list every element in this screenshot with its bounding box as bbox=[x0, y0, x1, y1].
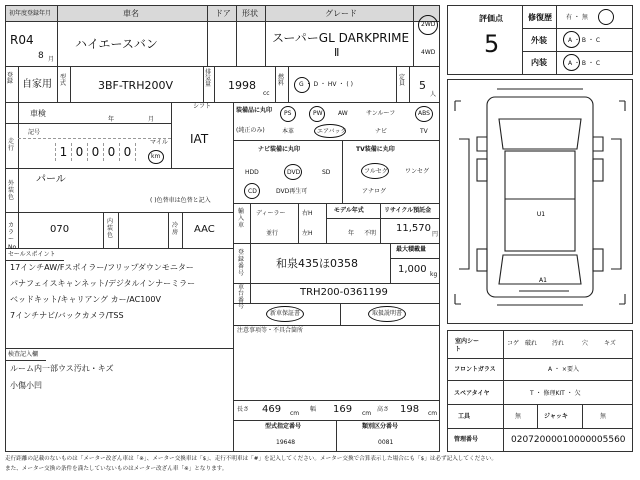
import-left: 左H bbox=[302, 230, 313, 237]
footer-line-2: また、メーター交換の条件を満たしていないものはメーター改ざん車「※」となります。 bbox=[5, 466, 228, 472]
mileage-digit-3: 0 bbox=[72, 143, 88, 161]
spare-label: スペアタイヤ bbox=[454, 390, 490, 397]
shift-label: シフト bbox=[193, 103, 212, 110]
spare-options: T ・ 修理KIT ・ 欠 bbox=[530, 390, 581, 397]
inspector-label: 検査記入欄 bbox=[8, 351, 39, 358]
digits-label: 記号 bbox=[28, 129, 41, 136]
max-load-value: 1,000 bbox=[398, 264, 427, 275]
seat-label: 室内シート bbox=[455, 338, 480, 353]
manual: 取扱説明書 bbox=[372, 310, 403, 317]
equip-leather: 本革 bbox=[282, 128, 295, 135]
equip-navi: ナビ bbox=[375, 128, 388, 135]
model-label: 型式 bbox=[60, 74, 67, 87]
selling-point-1: 17インチAW/Fスポイラー/フリップダウンモニター bbox=[10, 263, 194, 272]
inspection-month-unit: 月 bbox=[148, 116, 155, 123]
import-label: 輸入車 bbox=[238, 208, 245, 230]
mgmt-value: 02072000010000005560 bbox=[511, 435, 626, 445]
model-year-label: モデル年式 bbox=[334, 207, 364, 214]
height-label: 高さ bbox=[377, 406, 390, 413]
model-year-unit: 年 bbox=[348, 230, 355, 237]
glass-options: A ・ ×要入 bbox=[548, 366, 579, 373]
exterior-color-note: ( )色替車は色替と記入 bbox=[150, 197, 211, 204]
tv-fullseg: フルセグ bbox=[364, 168, 388, 175]
height-value: 198 bbox=[400, 404, 420, 415]
plate-value: 和泉435ほ0358 bbox=[276, 257, 358, 270]
category-no-value: 0081 bbox=[378, 439, 394, 446]
width-value: 169 bbox=[333, 404, 353, 415]
seat-tear: 破れ bbox=[525, 340, 538, 347]
navi-cd: CD bbox=[248, 188, 257, 195]
tool-label: 工具 bbox=[458, 413, 471, 420]
reg-year-value: R04 bbox=[10, 33, 34, 47]
mile-label: マイル bbox=[150, 139, 168, 146]
interior-grade-label: 内装 bbox=[531, 58, 547, 67]
score-value: 5 bbox=[484, 30, 500, 58]
inspection-label: 車検 bbox=[30, 109, 46, 118]
mgmt-label: 管理番号 bbox=[454, 436, 479, 443]
km-label: km bbox=[151, 153, 161, 160]
ac-value: AAC bbox=[194, 224, 215, 235]
grade-label: グレード bbox=[325, 9, 357, 18]
reg-year-label: 初年度登録年月 bbox=[9, 10, 52, 17]
width-label: 幅 bbox=[310, 406, 317, 413]
equip-tv: TV bbox=[420, 128, 428, 135]
notes-label: 注意事項等・不具合箇所 bbox=[237, 327, 304, 334]
model-year-unknown: 不明 bbox=[364, 230, 377, 237]
navi-dvd: DVD bbox=[287, 169, 301, 176]
selling-point-4: 7インチナビ/バックカメラ/TSS bbox=[10, 311, 124, 320]
category-no-label: 類別区分番号 bbox=[362, 423, 399, 430]
score-label: 評価点 bbox=[479, 14, 503, 23]
import-dealer: ディーラー bbox=[256, 210, 286, 217]
damage-mark-u1: U1 bbox=[536, 211, 546, 218]
recycle-value: 11,570 bbox=[396, 223, 431, 234]
interior-grade-options: A ・ B ・ C bbox=[568, 60, 601, 67]
type-no-value: 19648 bbox=[276, 439, 296, 446]
mileage-digit-6: 0 bbox=[120, 143, 136, 161]
drive-2wd: 2WD bbox=[421, 21, 436, 28]
door-label: ドア bbox=[215, 9, 231, 18]
shape-label: 形状 bbox=[242, 9, 258, 18]
inspection-year-unit: 年 bbox=[108, 116, 115, 123]
width-cm: cm bbox=[362, 410, 372, 417]
equipment-sub-label: (純正のみ) bbox=[236, 127, 265, 134]
repair-none-circle bbox=[598, 9, 614, 25]
fuel-options: G ・ D ・ HV ・ ( ) bbox=[299, 81, 353, 88]
equip-abs: ABS bbox=[418, 110, 430, 117]
car-name-value: ハイエースバン bbox=[75, 37, 158, 51]
height-cm: cm bbox=[428, 410, 438, 417]
chassis-label: 車台番号 bbox=[238, 284, 245, 310]
mileage-digit-1 bbox=[40, 143, 56, 161]
jack-value: 無 bbox=[600, 413, 607, 420]
mileage-digit-2: 1 bbox=[56, 143, 72, 161]
plate-label: 登録番号 bbox=[238, 249, 245, 277]
reg-label: 登録 bbox=[7, 72, 14, 85]
inspector-note-1: ルーム内一部ウス汚れ・キズ bbox=[10, 364, 114, 373]
color-no-label: カラーNo. bbox=[8, 222, 18, 251]
exterior-grade-options: A ・ B ・ C bbox=[568, 37, 601, 44]
glass-label: フロントガラス bbox=[454, 366, 496, 373]
ac-label: 冷房 bbox=[172, 222, 179, 237]
travel-label: 走行 bbox=[8, 138, 15, 153]
reg-value: 自家用 bbox=[22, 79, 52, 90]
navi-label: ナビ装備に丸印 bbox=[258, 146, 301, 153]
max-load-kg: kg bbox=[430, 271, 438, 278]
max-load-label: 最大積載量 bbox=[396, 246, 427, 253]
seat-scratch: キズ bbox=[604, 340, 616, 347]
cc-unit: cc bbox=[263, 90, 270, 97]
tv-analog: アナログ bbox=[362, 188, 387, 195]
exterior-color-value: パール bbox=[36, 174, 66, 185]
capacity-label: 定員 bbox=[399, 74, 406, 87]
grade-value-line1: スーパーGL DARKPRIME bbox=[272, 31, 410, 45]
capacity-value: 5 bbox=[419, 79, 426, 92]
import-right: 右H bbox=[302, 210, 313, 217]
repair-options: 有 ・ 無 bbox=[566, 14, 588, 21]
model-value: 3BF-TRH200V bbox=[98, 79, 173, 92]
equip-aw: AW bbox=[338, 110, 348, 117]
inspector-note-2: 小傷小凹 bbox=[10, 381, 42, 390]
damage-mark-a1: A1 bbox=[539, 277, 547, 284]
equip-sunroof: サンルーフ bbox=[366, 110, 396, 117]
chassis-value: TRH200-0361199 bbox=[300, 287, 388, 298]
interior-color-label: 内装色 bbox=[107, 218, 114, 240]
tv-oneseg: ワンセグ bbox=[405, 168, 430, 175]
equip-airbag: エアバック bbox=[317, 128, 347, 135]
import-parallel: 並行 bbox=[266, 230, 279, 237]
seat-hole: 穴 bbox=[582, 340, 589, 347]
length-cm: cm bbox=[290, 410, 300, 417]
type-no-label: 型式指定番号 bbox=[265, 423, 302, 430]
length-value: 469 bbox=[262, 404, 282, 415]
vehicle-damage-diagram bbox=[447, 79, 633, 324]
exterior-grade-label: 外装 bbox=[531, 36, 547, 45]
selling-point-3: ベッドキット/キャリアング カー/AC100V bbox=[10, 295, 161, 304]
repair-label: 修復歴 bbox=[528, 13, 552, 22]
mileage-digit-4: 0 bbox=[88, 143, 104, 161]
grade-value-line2: Ⅱ bbox=[334, 46, 340, 59]
warranty: 新車保証書 bbox=[270, 310, 301, 317]
seat-stain: 汚れ bbox=[552, 340, 565, 347]
equip-ps: PS bbox=[284, 110, 292, 117]
jack-label: ジャッキ bbox=[544, 413, 568, 420]
selling-points-label: セールスポイント bbox=[8, 251, 56, 258]
displacement-value: 1998 bbox=[228, 79, 256, 92]
navi-hdd: HDD bbox=[245, 169, 259, 176]
equip-pw: PW bbox=[313, 110, 323, 117]
equipment-label: 装備品に丸印 bbox=[236, 107, 273, 114]
selling-point-2: パナフェイスキャンネット/デジタルインナーミラー bbox=[10, 279, 196, 288]
color-no-value: 070 bbox=[50, 224, 70, 235]
recycle-yen: 円 bbox=[432, 231, 439, 238]
shift-value: IAT bbox=[190, 132, 209, 146]
displacement-label: 排気量 bbox=[205, 69, 212, 88]
navi-dvd-play: DVD再生可 bbox=[276, 188, 308, 195]
footer-line-1: 走行距離の記載のないものは「メーター改ざん車は「※」、メーター交換車は「$」、走行不明車は「#」を記入してください。メーター交換で合算表示した場合にも「$」は必ず記入してください。 bbox=[5, 456, 497, 462]
length-label: 長さ bbox=[237, 406, 250, 413]
seat-burn: コゲ bbox=[507, 340, 520, 347]
drive-4wd: 4WD bbox=[421, 49, 436, 56]
tv-label: TV装備に丸印 bbox=[356, 146, 395, 153]
car-name-label: 車名 bbox=[123, 9, 139, 18]
fuel-label: 燃料 bbox=[278, 74, 285, 87]
navi-sd: SD bbox=[322, 169, 331, 176]
recycle-label: リサイクル預託金 bbox=[384, 207, 432, 214]
mileage-digit-5: 0 bbox=[104, 143, 120, 161]
reg-month-value: 8 bbox=[38, 51, 44, 61]
person-unit: 人 bbox=[430, 91, 437, 98]
exterior-color-label: 外装色 bbox=[8, 180, 15, 202]
tool-value: 無 bbox=[515, 413, 522, 420]
month-unit: 月 bbox=[48, 56, 55, 63]
